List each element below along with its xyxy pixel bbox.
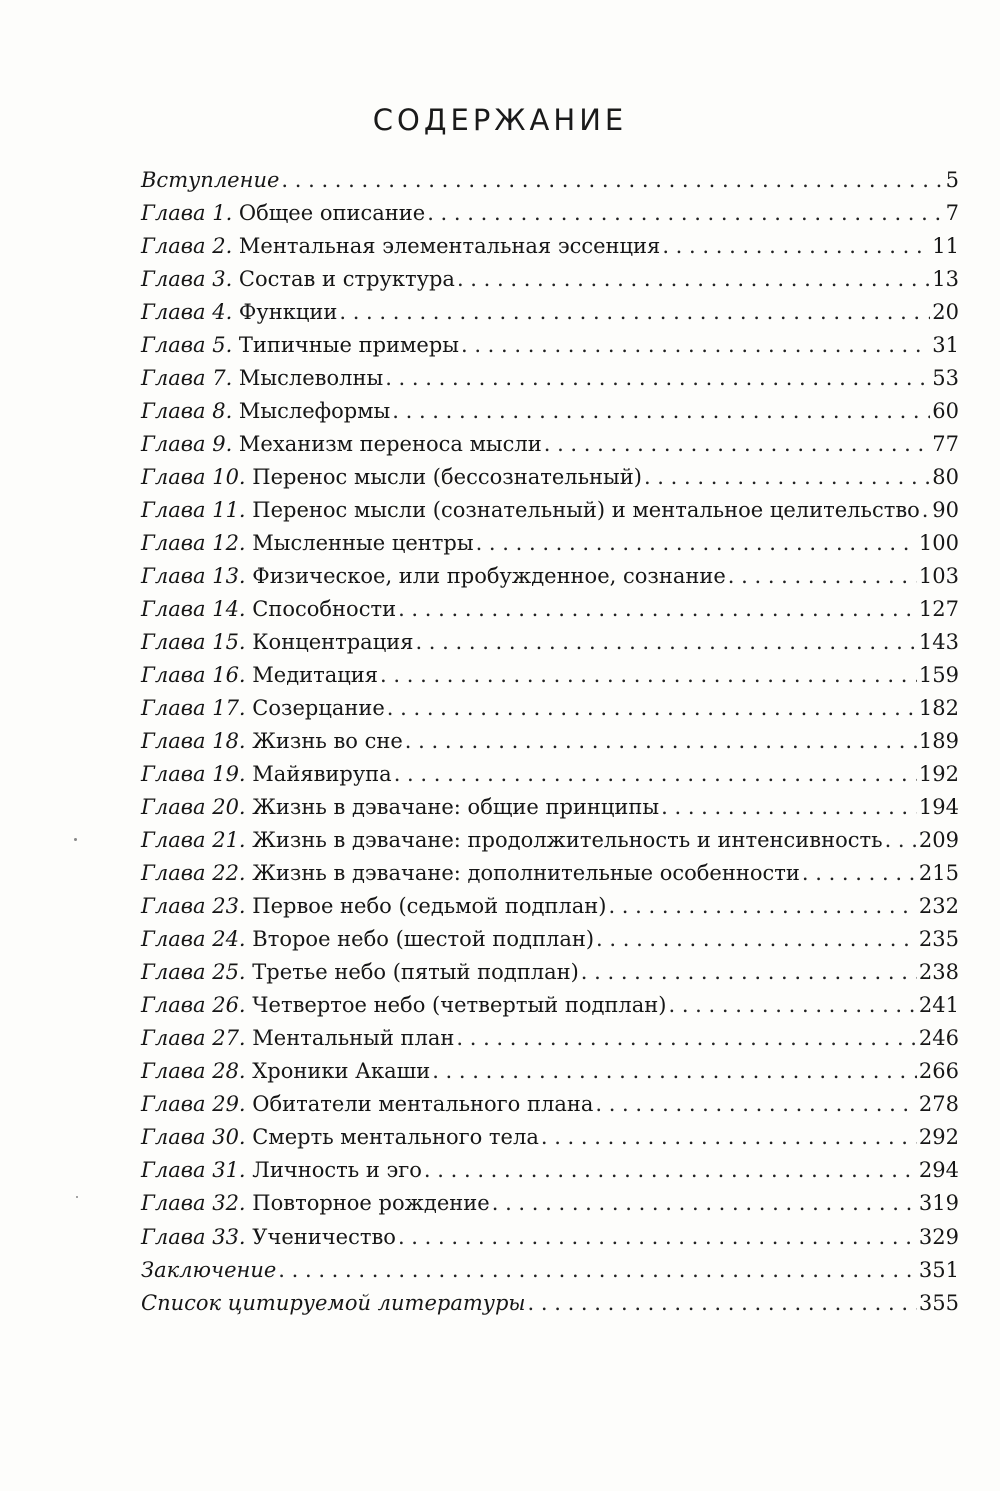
- entry-label: [141, 362, 383, 395]
- entry-label: [141, 758, 392, 791]
- toc-entry: [141, 956, 959, 989]
- toc-entry: [141, 791, 959, 824]
- entry-title: Физическое, или пробужденное, сознание: [245, 564, 726, 589]
- entry-label: [141, 1254, 276, 1287]
- entry-label: [141, 1287, 526, 1320]
- entry-page-number: 278: [918, 1092, 959, 1117]
- entry-page-number: 53: [932, 366, 959, 391]
- entry-prefix: Глава 7.: [141, 366, 233, 391]
- toc-entry: [141, 923, 959, 956]
- entry-title: Ментальная элементальная эссенция: [232, 234, 661, 259]
- entry-label: [141, 791, 659, 824]
- entry-label: [141, 1022, 454, 1055]
- entry-title: Медитация: [245, 663, 379, 688]
- entry-label: [141, 263, 455, 296]
- entry-label: [141, 1187, 490, 1220]
- toc-entry: [141, 296, 959, 329]
- entry-label: [141, 1221, 396, 1254]
- entry-prefix: Глава 9.: [141, 432, 233, 457]
- entry-page-number: 232: [918, 894, 959, 919]
- entry-title: Жизнь в дэвачане: дополнительные особенности: [245, 861, 800, 886]
- entry-label: [141, 593, 396, 626]
- entry-title: Жизнь в дэвачане: продолжительность и интенсивность: [245, 828, 883, 853]
- toc-entry: [141, 725, 959, 758]
- entry-page-number: 292: [918, 1125, 959, 1150]
- entry-title: Смерть ментального тела: [245, 1125, 539, 1150]
- entry-prefix: Глава 2.: [141, 234, 233, 259]
- entry-title: Ученичество: [245, 1224, 396, 1249]
- entry-label: [141, 527, 474, 560]
- dot-leader: [432, 1055, 917, 1088]
- dot-leader: [424, 1154, 917, 1187]
- entry-title: Жизнь в дэвачане: общие принципы: [245, 795, 660, 820]
- entry-prefix: Глава 33.: [141, 1224, 246, 1249]
- entry-prefix: Глава 24.: [141, 927, 246, 952]
- entry-prefix: Глава 13.: [141, 564, 246, 589]
- dot-leader: [581, 956, 917, 989]
- toc-entry: [141, 527, 959, 560]
- entry-label: [141, 1154, 422, 1187]
- entry-label: [141, 560, 726, 593]
- dot-leader: [922, 494, 930, 527]
- toc-entry: [141, 494, 959, 527]
- dot-leader: [415, 626, 916, 659]
- entry-page-number: 90: [932, 498, 959, 523]
- entry-prefix: Глава 23.: [141, 894, 246, 919]
- entry-prefix: Глава 16.: [141, 663, 246, 688]
- toc-entry: [141, 263, 959, 296]
- entry-title: Типичные примеры: [232, 333, 459, 358]
- entry-page-number: 7: [945, 201, 959, 226]
- entry-page-number: 103: [918, 564, 959, 589]
- entry-page-number: 77: [932, 432, 959, 457]
- dot-leader: [596, 923, 917, 956]
- entry-prefix: Глава 31.: [141, 1158, 246, 1183]
- dot-leader: [392, 395, 930, 428]
- entry-prefix: Глава 18.: [141, 729, 246, 754]
- entry-page-number: 100: [918, 531, 959, 556]
- entry-label: [141, 395, 390, 428]
- entry-page-number: 294: [918, 1158, 959, 1183]
- entry-page-number: 319: [918, 1191, 959, 1216]
- toc-entry: [141, 560, 959, 593]
- toc-entry: [141, 659, 959, 692]
- toc-entry: [141, 164, 959, 197]
- entry-prefix: Глава 11.: [141, 498, 246, 523]
- dot-leader: [461, 329, 930, 362]
- dot-leader: [398, 593, 917, 626]
- entry-page-number: 192: [918, 762, 959, 787]
- entry-prefix: Глава 25.: [141, 960, 246, 985]
- dot-leader: [398, 1221, 917, 1254]
- entry-label: [141, 659, 378, 692]
- entry-title: Функции: [232, 300, 338, 325]
- entry-prefix: Глава 32.: [141, 1191, 246, 1216]
- scan-speck: [74, 838, 77, 841]
- entry-title: Жизнь во сне: [245, 729, 403, 754]
- entry-page-number: 329: [918, 1224, 959, 1249]
- entry-label: [141, 1055, 430, 1088]
- entry-prefix: Заключение: [141, 1257, 277, 1282]
- entry-label: [141, 428, 542, 461]
- entry-page-number: 159: [918, 663, 959, 688]
- dot-leader: [281, 164, 943, 197]
- dot-leader: [608, 890, 916, 923]
- dot-leader: [541, 1121, 917, 1154]
- entry-page-number: 5: [945, 168, 959, 192]
- entry-title: Способности: [245, 597, 397, 622]
- toc-entry: [141, 890, 959, 923]
- toc-entry: [141, 230, 959, 263]
- entry-title: Ментальный план: [245, 1026, 455, 1051]
- toc-entry: [141, 593, 959, 626]
- entry-label: [141, 857, 800, 890]
- entry-title: Обитатели ментального плана: [245, 1092, 594, 1117]
- toc-entry: [141, 1287, 959, 1320]
- entry-label: [141, 296, 337, 329]
- entry-label: [141, 626, 413, 659]
- entry-title: Первое небо (седьмой подплан): [245, 894, 607, 919]
- entry-page-number: 80: [932, 465, 959, 490]
- dot-leader: [380, 659, 917, 692]
- entry-label: [141, 1088, 593, 1121]
- dot-leader: [802, 857, 917, 890]
- entry-title: Перенос мысли (бессознательный): [245, 465, 642, 490]
- toc-entry: [141, 1088, 959, 1121]
- toc-entry: [141, 824, 959, 857]
- toc-entry: [141, 692, 959, 725]
- entry-prefix: Глава 14.: [141, 597, 246, 622]
- dot-leader: [885, 824, 917, 857]
- dot-leader: [644, 461, 930, 494]
- page-title: СОДЕРЖАНИЕ: [372, 103, 628, 137]
- dot-leader: [595, 1088, 917, 1121]
- entry-title: Перенос мысли (сознательный) и ментальное целительство: [245, 498, 920, 523]
- entry-prefix: Глава 1.: [141, 201, 233, 226]
- entry-page-number: 246: [918, 1026, 959, 1051]
- toc-entry: [141, 197, 959, 230]
- entry-page-number: 31: [932, 333, 959, 358]
- scan-speck: [76, 1196, 78, 1198]
- entry-prefix: Глава 4.: [141, 300, 233, 325]
- entry-page-number: 11: [932, 234, 959, 259]
- entry-title: Повторное рождение: [245, 1191, 490, 1216]
- entry-title: Состав и структура: [232, 267, 455, 292]
- entry-prefix: Глава 3.: [141, 267, 233, 292]
- entry-prefix: Глава 28.: [141, 1059, 246, 1084]
- dot-leader: [385, 362, 930, 395]
- entry-title: Мыслеволны: [232, 366, 384, 391]
- entry-page-number: 60: [932, 399, 959, 424]
- entry-title: Третье небо (пятый подплан): [245, 960, 579, 985]
- entry-label: [141, 692, 385, 725]
- toc-entry: [141, 461, 959, 494]
- entry-label: [141, 824, 883, 857]
- dot-leader: [728, 560, 917, 593]
- entry-page-number: 182: [918, 696, 959, 721]
- entry-label: [141, 1121, 539, 1154]
- toc-entry: [141, 1121, 959, 1154]
- dot-leader: [544, 428, 931, 461]
- dot-leader: [457, 263, 930, 296]
- entry-prefix: Глава 10.: [141, 465, 246, 490]
- entry-label: [141, 923, 594, 956]
- dot-leader: [661, 791, 917, 824]
- entry-title: Механизм переноса мысли: [232, 432, 542, 457]
- entry-prefix: Глава 26.: [141, 993, 246, 1018]
- entry-page-number: 143: [918, 630, 959, 655]
- entry-page-number: 189: [918, 729, 959, 754]
- dot-leader: [339, 296, 930, 329]
- dot-leader: [278, 1254, 917, 1287]
- toc-entry: [141, 428, 959, 461]
- entry-label: [141, 890, 606, 923]
- table-of-contents: [141, 164, 959, 1320]
- entry-page-number: 241: [918, 993, 959, 1018]
- entry-label: [141, 329, 459, 362]
- entry-title: Хроники Акаши: [245, 1059, 431, 1084]
- entry-prefix: Глава 27.: [141, 1026, 246, 1051]
- dot-leader: [668, 989, 916, 1022]
- entry-label: [141, 494, 920, 527]
- entry-prefix: Глава 12.: [141, 531, 246, 556]
- entry-page-number: 209: [918, 828, 959, 853]
- entry-prefix: Глава 5.: [141, 333, 233, 358]
- toc-entry: [141, 1154, 959, 1187]
- entry-title: Майявирупа: [245, 762, 392, 787]
- entry-title: Четвертое небо (четвертый подплан): [245, 993, 667, 1018]
- toc-entry: [141, 1221, 959, 1254]
- dot-leader: [476, 527, 917, 560]
- entry-page-number: 351: [918, 1257, 959, 1282]
- entry-prefix: Глава 30.: [141, 1125, 246, 1150]
- toc-entry: [141, 329, 959, 362]
- entry-prefix: Глава 29.: [141, 1092, 246, 1117]
- entry-label: [141, 461, 642, 494]
- dot-leader: [427, 197, 943, 230]
- entry-title: Созерцание: [245, 696, 385, 721]
- entry-prefix: Глава 20.: [141, 795, 246, 820]
- entry-prefix: Глава 19.: [141, 762, 246, 787]
- toc-entry: [141, 1254, 959, 1287]
- entry-page-number: 194: [918, 795, 959, 820]
- entry-prefix: Глава 22.: [141, 861, 246, 886]
- toc-entry: [141, 758, 959, 791]
- entry-prefix: Глава 21.: [141, 828, 246, 853]
- dot-leader: [528, 1287, 917, 1320]
- dot-leader: [492, 1187, 917, 1220]
- entry-page-number: 266: [918, 1059, 959, 1084]
- entry-title: Мысленные центры: [245, 531, 474, 556]
- entry-prefix: Список цитируемой литературы: [141, 1290, 526, 1315]
- toc-entry: [141, 1055, 959, 1088]
- entry-title: Концентрация: [245, 630, 414, 655]
- toc-entry: [141, 857, 959, 890]
- toc-entry: [141, 1187, 959, 1220]
- entry-page-number: 355: [918, 1290, 959, 1315]
- entry-page-number: 13: [932, 267, 959, 292]
- entry-prefix: Глава 8.: [141, 399, 233, 424]
- toc-entry: [141, 395, 959, 428]
- entry-page-number: 127: [918, 597, 959, 622]
- toc-entry: [141, 626, 959, 659]
- dot-leader: [405, 725, 917, 758]
- entry-label: [141, 164, 279, 197]
- dot-leader: [456, 1022, 917, 1055]
- toc-entry: [141, 362, 959, 395]
- entry-prefix: Глава 17.: [141, 696, 246, 721]
- dot-leader: [662, 230, 930, 263]
- dot-leader: [387, 692, 917, 725]
- entry-page-number: 235: [918, 927, 959, 952]
- entry-title: Второе небо (шестой подплан): [245, 927, 595, 952]
- entry-title: Мыслеформы: [232, 399, 391, 424]
- entry-label: [141, 989, 666, 1022]
- entry-title: Личность и эго: [245, 1158, 422, 1183]
- entry-prefix: Вступление: [141, 168, 280, 192]
- entry-prefix: Глава 15.: [141, 630, 246, 655]
- entry-label: [141, 230, 660, 263]
- dot-leader: [394, 758, 917, 791]
- entry-label: [141, 956, 579, 989]
- entry-label: [141, 725, 403, 758]
- entry-label: [141, 197, 425, 230]
- toc-entry: [141, 1022, 959, 1055]
- entry-page-number: 215: [918, 861, 959, 886]
- entry-title: Общее описание: [232, 201, 426, 226]
- toc-entry: [141, 989, 959, 1022]
- entry-page-number: 20: [932, 300, 959, 325]
- entry-page-number: 238: [918, 960, 959, 985]
